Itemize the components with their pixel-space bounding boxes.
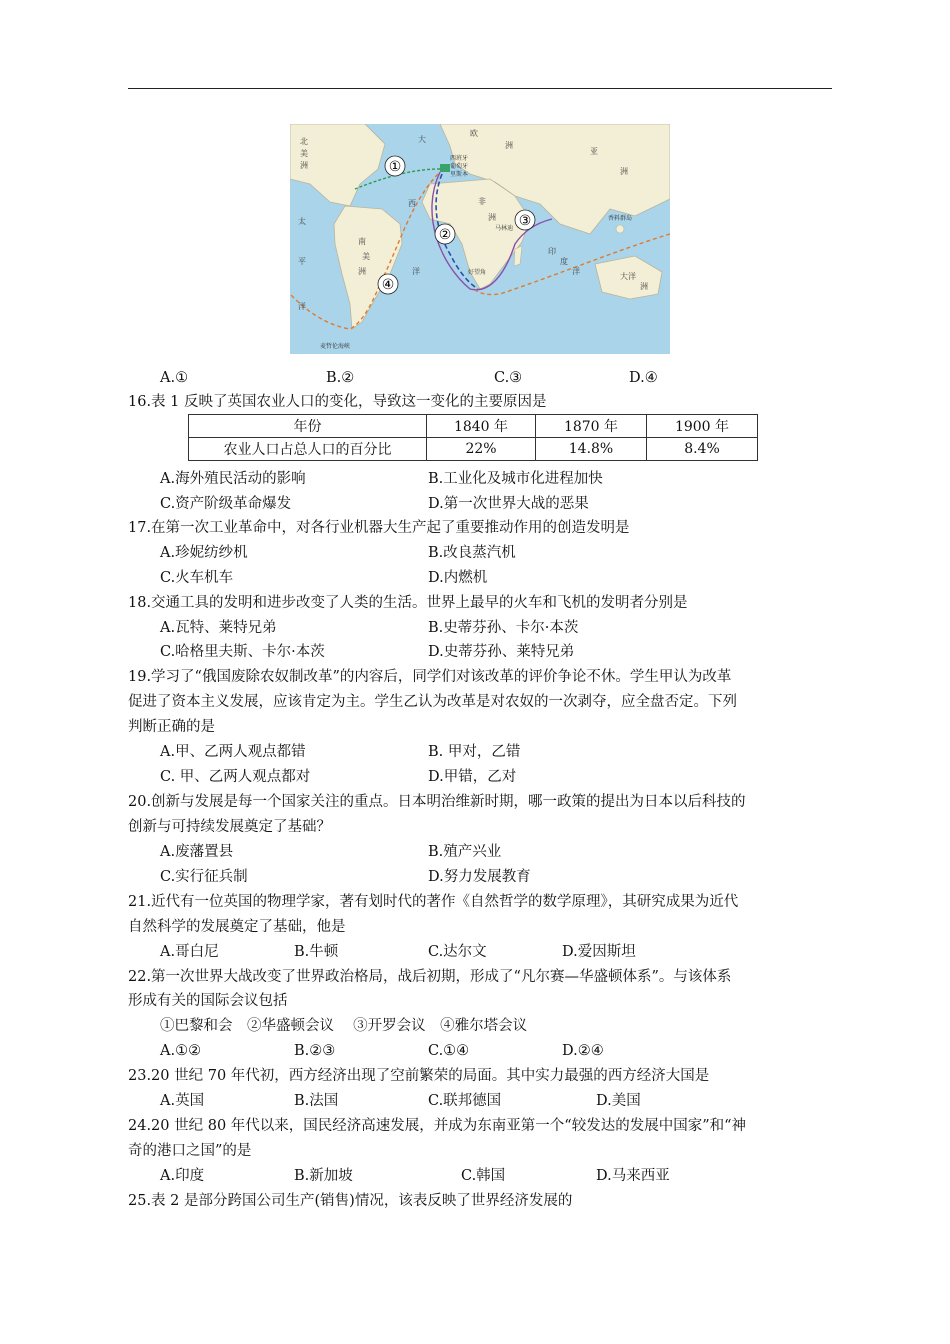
table-header-cell: 1870 年 — [536, 415, 647, 438]
q21-option-b[interactable]: B.牛顿 — [294, 944, 339, 960]
label-ya: 亚 — [590, 147, 598, 156]
label-lisbon: 里斯本 — [450, 171, 469, 178]
svg-text:④: ④ — [381, 277, 395, 293]
q20-stem-line-2: 创新与可持续发展奠定了基础？ — [128, 819, 331, 835]
label-nan: 南 — [358, 237, 366, 246]
q21-option-d[interactable]: D.爱因斯坦 — [562, 944, 636, 960]
q21-stem-line-2: 自然科学的发展奠定了基础，他是 — [128, 919, 346, 935]
label-xi: 西 — [408, 199, 416, 208]
q24-option-c[interactable]: C.韩国 — [461, 1168, 506, 1184]
table-header-row — [189, 415, 758, 438]
spice-islands-land — [616, 225, 624, 233]
label-magellan: 麦哲伦海峡 — [320, 343, 351, 350]
iberia-highlight — [440, 164, 450, 172]
q20-option-d[interactable]: D.努力发展教育 — [428, 869, 531, 885]
svg-text:①: ① — [388, 159, 402, 175]
svg-text:③: ③ — [518, 213, 532, 229]
q15-option-a[interactable]: A.① — [160, 370, 189, 386]
label-zhou4: 洲 — [300, 161, 308, 170]
q16-option-a[interactable]: A.海外殖民活动的影响 — [160, 471, 306, 487]
label-fei: 非 — [478, 197, 486, 206]
q21-stem-line-1: 21.近代有一位英国的物理学家，著有划时代的著作《自然哲学的数学原理》，其研究成果为近代 — [128, 894, 739, 910]
label-dayang: 大洋 — [620, 272, 636, 281]
q15-option-d[interactable]: D.④ — [629, 370, 658, 386]
q16-option-c[interactable]: C.资产阶级革命爆发 — [160, 496, 292, 512]
label-zhou6: 洲 — [640, 282, 648, 291]
table-header-cell: 1840 年 — [427, 415, 536, 438]
label-spain: 西班牙 — [450, 155, 469, 162]
q15-option-b[interactable]: B.② — [326, 370, 355, 386]
q23-option-c[interactable]: C.联邦德国 — [428, 1093, 502, 1109]
q22-stem-line-1: 22.第一次世界大战改变了世界政治格局，战后初期，形成了“凡尔赛—华盛顿体系”。与该体系 — [128, 969, 732, 985]
label-ping: 平 — [298, 257, 306, 266]
q19-stem-line-3: 判断正确的是 — [128, 719, 215, 735]
q24-stem-line-2: 奇的港口之国”的是 — [128, 1143, 252, 1159]
q22-option-c[interactable]: C.①④ — [428, 1043, 470, 1059]
q23-option-a[interactable]: A.英国 — [160, 1093, 205, 1109]
q19-option-b[interactable]: B. 甲对，乙错 — [428, 744, 521, 760]
q20-stem-line-1: 20.创新与发展是每一个国家关注的重点。日本明治维新时期，哪一政策的提出为日本以后科技的 — [128, 794, 746, 810]
marker-2 — [435, 224, 455, 244]
q22-items: ①巴黎和会 ②华盛顿会议 ③开罗会议 ④雅尔塔会议 — [160, 1018, 528, 1034]
q17-option-b[interactable]: B.改良蒸汽机 — [428, 545, 516, 561]
q20-option-a[interactable]: A.废藩置县 — [160, 844, 234, 860]
q24-option-b[interactable]: B.新加坡 — [294, 1168, 353, 1184]
table-header-cell: 1900 年 — [647, 415, 758, 438]
table-cell: 14.8% — [536, 438, 647, 461]
label-mei2: 美 — [362, 252, 370, 261]
q17-stem: 17.在第一次工业革命中，对各行业机器大生产起了重要推动作用的创造发明是 — [128, 520, 630, 536]
q20-option-c[interactable]: C.实行征兵制 — [160, 869, 248, 885]
q18-stem: 18.交通工具的发明和进步改变了人类的生活。世界上最早的火车和飞机的发明者分别是 — [128, 595, 688, 611]
q24-stem-line-1: 24.20 世纪 80 年代以来，国民经济高速发展，并成为东南亚第一个“较发达的发展中国家”和“神 — [128, 1118, 747, 1134]
q22-option-b[interactable]: B.②③ — [294, 1043, 336, 1059]
label-good-hope: 好望角 — [468, 269, 487, 276]
label-bei: 北 — [300, 137, 308, 146]
marker-1 — [385, 156, 405, 176]
table-row — [189, 438, 758, 461]
q22-stem-line-2: 形成有关的国际会议包括 — [128, 993, 288, 1009]
table-cell: 22% — [427, 438, 536, 461]
q25-stem: 25.表 2 是部分跨国公司生产(销售)情况，该表反映了世界经济发展的 — [128, 1193, 573, 1209]
q20-option-b[interactable]: B.殖产兴业 — [428, 844, 502, 860]
q17-option-c[interactable]: C.火车机车 — [160, 570, 234, 586]
q21-option-a[interactable]: A.哥白尼 — [160, 944, 219, 960]
q19-option-c[interactable]: C. 甲、乙两人观点都对 — [160, 769, 311, 785]
label-zhou2: 洲 — [488, 213, 496, 222]
q24-option-d[interactable]: D.马来西亚 — [596, 1168, 670, 1184]
q23-stem: 23.20 世纪 70 年代初，西方经济出现了空前繁荣的局面。其中实力最强的西方经济大国是 — [128, 1068, 710, 1084]
label-portugal: 葡萄牙 — [450, 163, 469, 170]
label-zhou3: 洲 — [620, 167, 628, 176]
q15-option-c[interactable]: C.③ — [494, 370, 523, 386]
q18-option-d[interactable]: D.史蒂芬孙、莱特兄弟 — [428, 644, 575, 660]
q16-stem: 16.表 1 反映了英国农业人口的变化，导致这一变化的主要原因是 — [128, 394, 547, 410]
table-cell: 农业人口占总人口的百分比 — [189, 438, 427, 461]
q17-option-d[interactable]: D.内燃机 — [428, 570, 488, 586]
label-mei: 美 — [300, 149, 308, 158]
label-du: 度 — [560, 257, 568, 266]
label-tai: 太 — [298, 217, 306, 226]
q18-option-c[interactable]: C.哈格里夫斯、卡尔·本茨 — [160, 644, 325, 660]
label-ou: 欧 — [470, 129, 478, 138]
table-header-cell: 年份 — [189, 415, 427, 438]
q19-option-a[interactable]: A.甲、乙两人观点都错 — [160, 744, 306, 760]
label-zhou5: 洲 — [358, 267, 366, 276]
label-zhou1: 洲 — [505, 141, 513, 150]
marker-3 — [515, 210, 535, 230]
q18-option-b[interactable]: B.史蒂芬孙、卡尔·本茨 — [428, 620, 579, 636]
label-da: 大 — [418, 135, 426, 144]
q19-option-d[interactable]: D.甲错，乙对 — [428, 769, 517, 785]
q23-option-d[interactable]: D.美国 — [596, 1093, 641, 1109]
q23-option-b[interactable]: B.法国 — [294, 1093, 339, 1109]
q24-option-a[interactable]: A.印度 — [160, 1168, 205, 1184]
label-yin: 印 — [548, 247, 556, 256]
q18-option-a[interactable]: A.瓦特、莱特兄弟 — [160, 620, 277, 636]
label-yang3: 洋 — [572, 267, 580, 276]
q16-option-b[interactable]: B.工业化及城市化进程加快 — [428, 471, 603, 487]
header-rule — [128, 88, 832, 89]
q16-option-d[interactable]: D.第一次世界大战的恶果 — [428, 496, 589, 512]
q19-stem-line-1: 19.学习了“俄国废除农奴制改革”的内容后，同学们对该改革的评价争论不休。学生甲认为改革 — [128, 669, 732, 685]
label-yang: 洋 — [412, 267, 420, 276]
table-1 — [188, 414, 758, 461]
q17-option-a[interactable]: A.珍妮纺纱机 — [160, 545, 248, 561]
table-cell: 8.4% — [647, 438, 758, 461]
svg-text:②: ② — [438, 227, 452, 243]
q22-option-a[interactable]: A.①② — [160, 1043, 202, 1059]
marker-4 — [378, 274, 398, 294]
q19-stem-line-2: 促进了资本主义发展，应该肯定为主。学生乙认为改革是对农奴的一次剥夺，应全盘否定。下列 — [128, 694, 737, 710]
label-yang2: 洋 — [298, 302, 306, 311]
label-spice: 香料群岛 — [608, 215, 633, 222]
label-malindi: 马林迪 — [495, 225, 514, 232]
q21-option-c[interactable]: C.达尔文 — [428, 944, 487, 960]
q22-option-d[interactable]: D.②④ — [562, 1043, 604, 1059]
voyage-map — [290, 124, 670, 354]
